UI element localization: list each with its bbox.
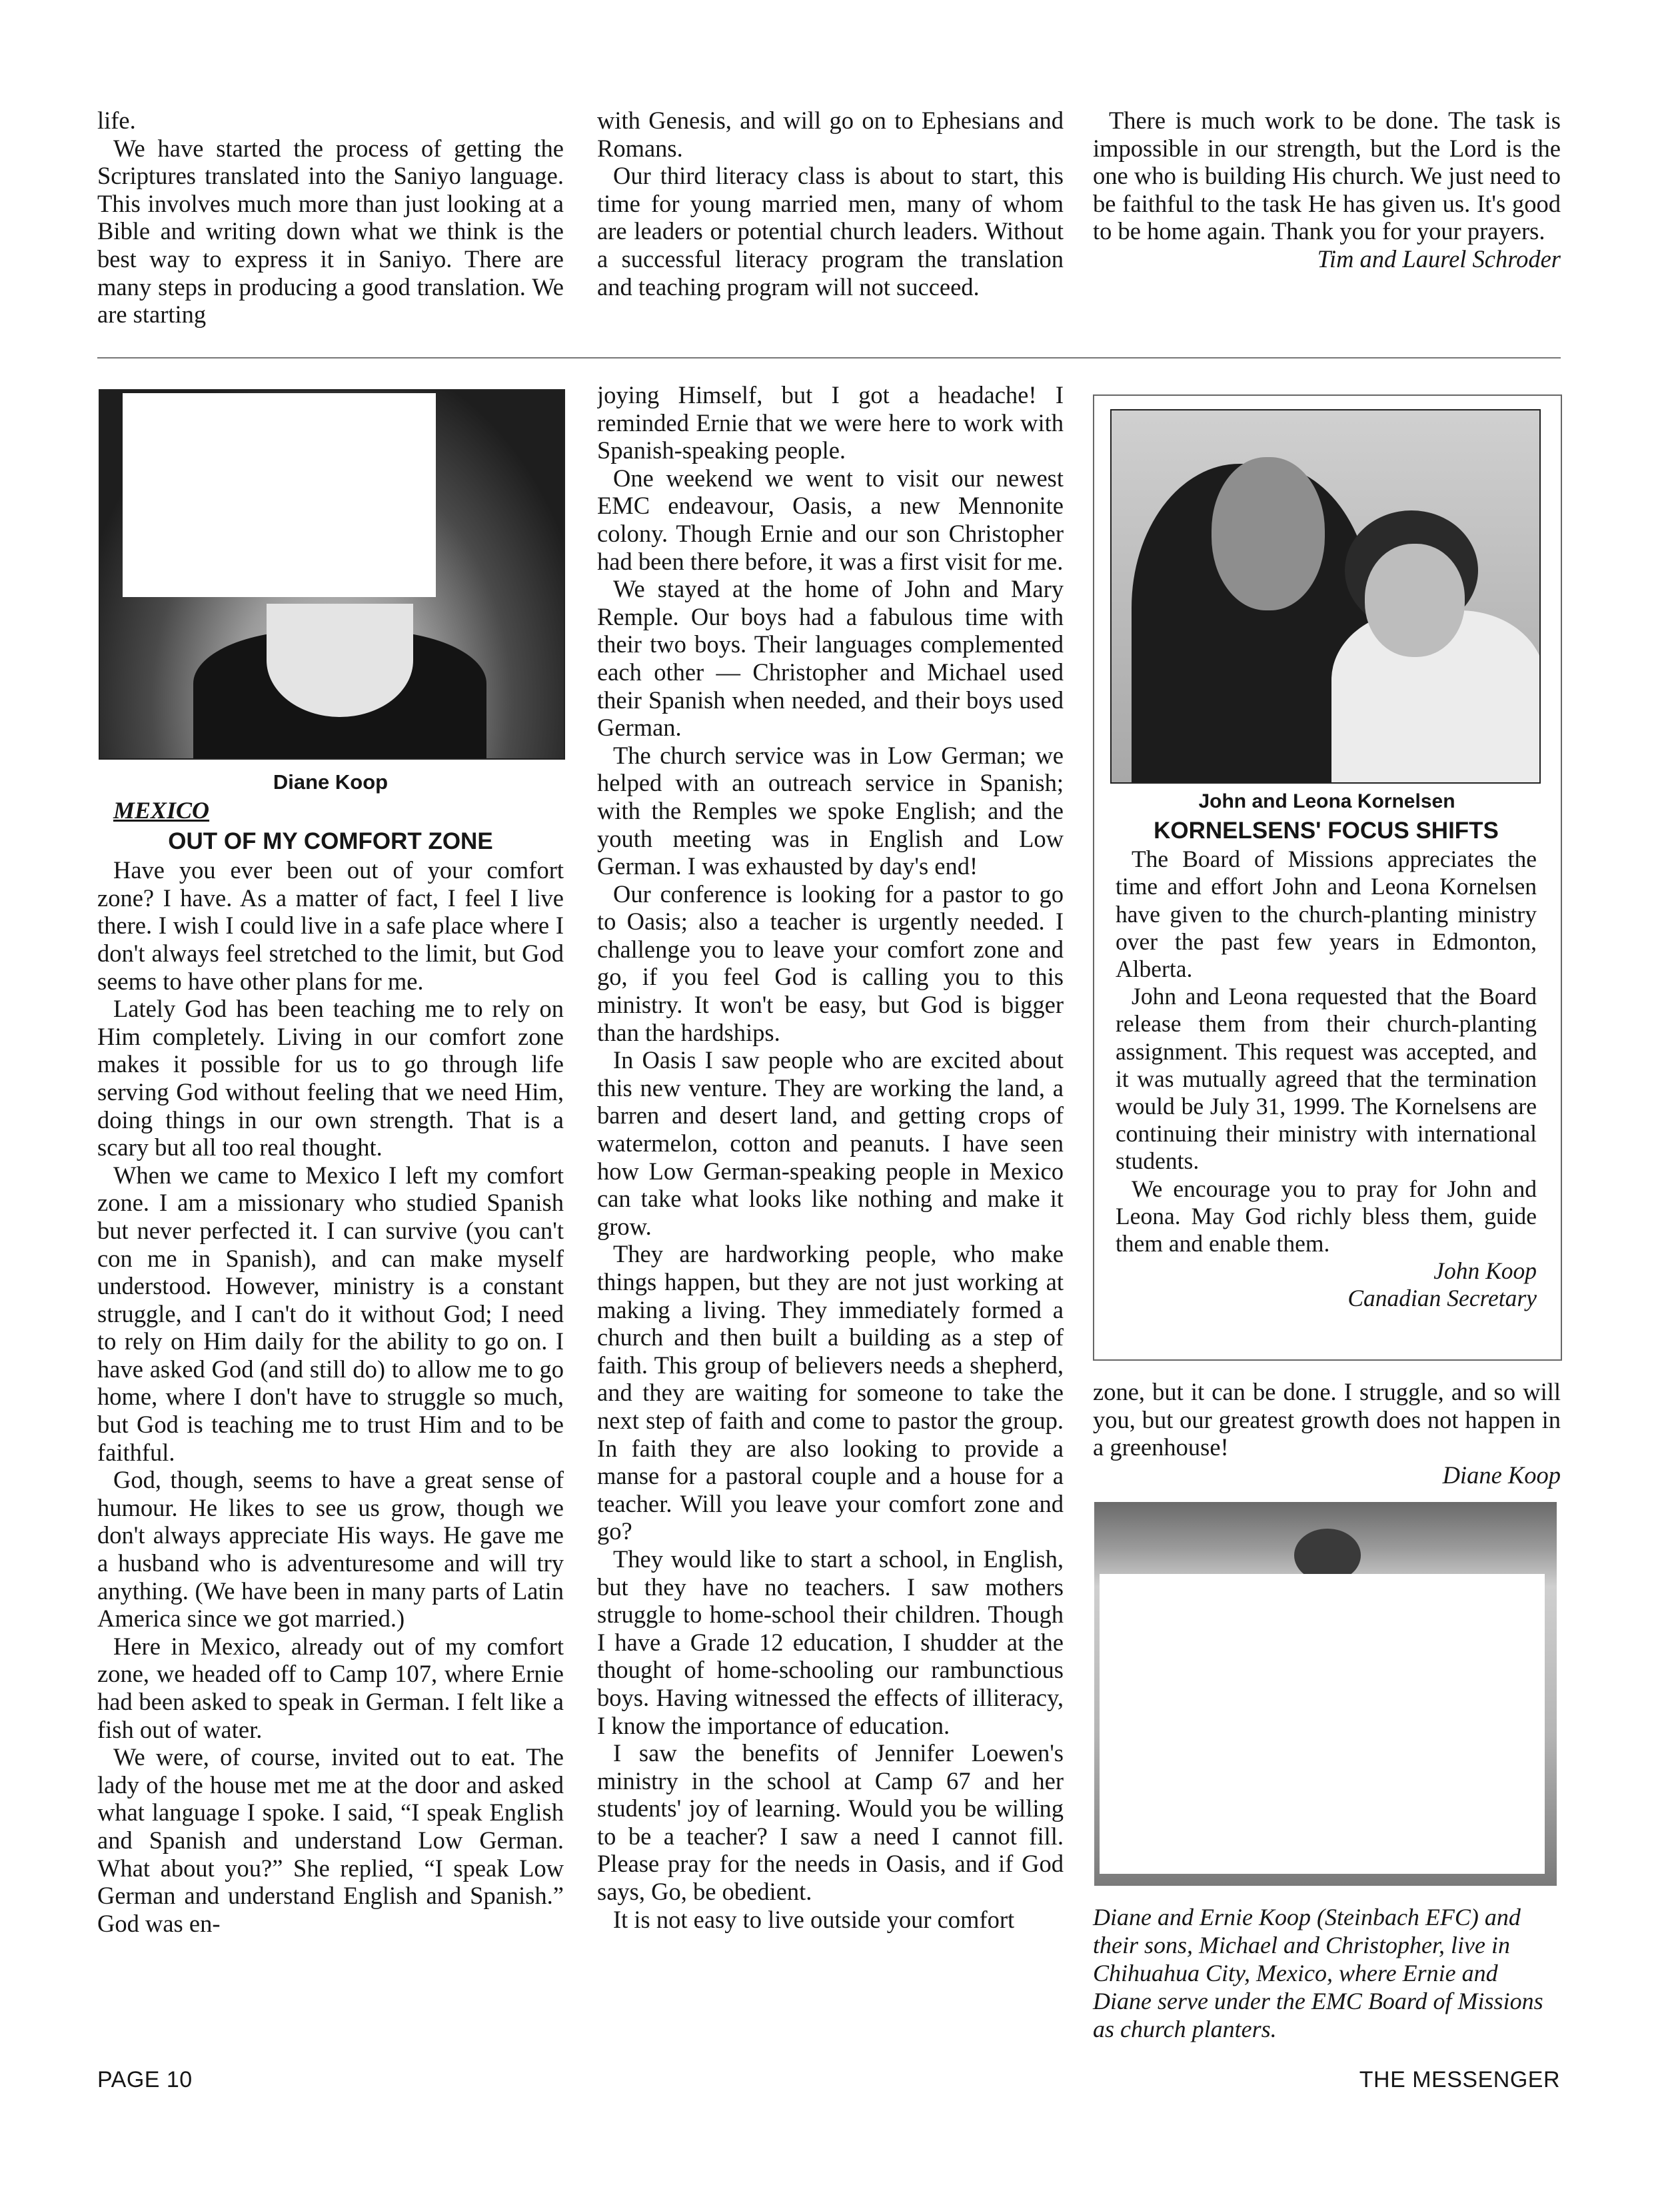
paragraph: There is much work to be done. The task is impossible in our strength, but the Lord is the one who is building His church. We just need to be faithful to the task He has given us. It's good to be home again. Thank you for your prayers.: [1093, 107, 1561, 245]
paragraph: The church service was in Low German; we helped with an outreach service in Spanish; with the Remples we spoke English; and the youth meeting was in English and Low German. I was exhausted by day's end!: [597, 741, 1064, 880]
article-column-2: [597, 381, 1064, 2055]
paragraph: One weekend we went to visit our newest EMC endeavour, Oasis, a new Mennonite colony. Though Ernie and our son Christopher had been there before, it was a first visit for me.: [597, 464, 1064, 575]
sidebar-text: [1116, 817, 1537, 1350]
article-column-3: [1093, 1378, 1561, 1498]
photo-caption: Diane and Ernie Koop (Steinbach EFC) and their sons, Michael and Christopher, live in Chihuahua City, Mexico, where Ernie and Diane serve under the EMC Board of Missions as church planters.: [1093, 1904, 1543, 2042]
page-number: PAGE 10: [97, 2067, 193, 2092]
photo-subject-man-face: [1212, 457, 1325, 610]
redaction-box: [1100, 1574, 1545, 1874]
paragraph: joying Himself, but I got a headache! I reminded Ernie that we were here to work with Spanish-speaking people.: [597, 381, 1064, 464]
photo-subject-face: [267, 604, 413, 717]
article-column-1: [97, 797, 564, 2055]
paragraph: zone, but it can be done. I struggle, and so will you, but our greatest growth does not happen in a greenhouse!: [1093, 1378, 1561, 1461]
paragraph: Our third literacy class is about to start, this time for young married men, many of whom are leaders or potential church leaders. Without a successful literacy program the translation and teaching program will not succeed.: [597, 162, 1064, 301]
paragraph: The Board of Missions appreciates the time and effort John and Leona Kornelsen have given to the church-planting ministry over the past few years in Edmonton, Alberta.: [1116, 846, 1537, 983]
publication-name: THE MESSENGER: [1359, 2067, 1560, 2092]
paragraph: It is not easy to live outside your comfort: [613, 1905, 1015, 1933]
paragraph: God, though, seems to have a great sense of humour. He likes to see us grow, though we don't always appreciate His ways. He gave me a husband who is adventuresome and will try anything. (We have been in many parts of Latin America since we got married.): [97, 1466, 564, 1633]
top-column-1: [97, 107, 564, 333]
paragraph: Our conference is looking for a pastor to go to Oasis; also a teacher is urgently needed. I challenge you to leave your comfort zone and go, if you feel God is calling you to this ministry. It won't be easy, but God is bigger than the hardships.: [597, 880, 1064, 1046]
paragraph: When we came to Mexico I left my comfort zone. I am a missionary who studied Spanish but never perfected it. I can survive (you can't con me in Spanish), and can make myself understood. However, ministry is a constant struggle, and I can't do it without God; I need to rely on Him daily for the ability to go on. I have asked God (and still do) to allow me to go home, where I don't have to struggle so much, but God is teaching me to trust Him and to be faithful.: [97, 1161, 564, 1466]
paragraph: Lately God has been teaching me to rely on Him completely. Living in our comfort zone makes it possible for us to go through life serving God without feeling that we need Him, doing things in our own strength. That is a scary but all too real thought.: [97, 995, 564, 1161]
paragraph: with Genesis, and will go on to Ephesians and Romans.: [597, 107, 1064, 162]
diane-koop-photo: [99, 389, 565, 760]
photo-caption: Diane Koop: [273, 770, 389, 794]
paragraph: In Oasis I saw people who are excited about this new venture. They are working the land, a barren and desert land, and getting crops of watermelon, cotton and peanuts. I have seen how Low German-speaking people in Mexico can take what looks like nothing and make it grow.: [597, 1046, 1064, 1240]
signature-name: John Koop: [1433, 1257, 1537, 1285]
kornelsen-photo: [1110, 409, 1541, 784]
redaction-box: [123, 393, 436, 597]
sidebar-title: KORNELSENS' FOCUS SHIFTS: [1154, 818, 1499, 844]
paragraph: We have started the process of getting the Scriptures translated into the Saniyo language. This involves much more than just looking at a Bible and writing down what we think is the best way to express it in Saniyo. There are many steps in producing a good translation. We are starting: [97, 134, 564, 329]
photo-caption: John and Leona Kornelsen: [1198, 790, 1455, 812]
signature: Tim and Laurel Schroder: [1317, 245, 1561, 273]
photo-subject-woman-face: [1365, 544, 1465, 657]
paragraph: I saw the benefits of Jennifer Loewen's ministry in the school at Camp 67 and her students' joy of learning. Would you be willing to be a teacher? I saw a need I cannot fill. Please pray for the needs in Oasis, and if God says, Go, be obedient.: [597, 1739, 1064, 1906]
section-divider: [97, 357, 1561, 359]
paragraph: We were, of course, invited out to eat. The lady of the house met me at the door and asked what language I spoke. I said, “I speak English and Spanish and understand Low German. What about you?” She replied, “I speak Low German and understand English and Spanish.” God was en-: [97, 1743, 564, 1937]
paragraph: We stayed at the home of John and Mary Remple. Our boys had a fabulous time with their two boys. Their languages complemented each other — Christopher and Michael used their Spanish when needed, and their boys used German.: [597, 575, 1064, 742]
signature-title: Canadian Secretary: [1347, 1285, 1537, 1312]
top-column-3: [1093, 107, 1561, 320]
koop-family-photo: [1094, 1502, 1557, 1886]
paragraph: They would like to start a school, in English, but they have no teachers. I saw mothers struggle to home-school their children. Though I have a Grade 12 education, I shudder at the thought of home-schooling our rambunctious boys. Having witnessed the effects of illiteracy, I know the importance of education.: [597, 1545, 1064, 1739]
article-title: OUT OF MY COMFORT ZONE: [168, 828, 493, 854]
paragraph: Have you ever been out of your comfort zone? I have. As a matter of fact, I feel I live there. I wish I could live in a safe place where I don't always feel stretched to the limit, but God seems to have other plans for me.: [97, 856, 564, 995]
paragraph: John and Leona requested that the Board release them from their church-planting assignment. This request was accepted, and it was mutually agreed that the termination would be July 31, 1999. The Kornelsens are continuing their ministry with international students.: [1116, 983, 1537, 1175]
top-column-2: [597, 107, 1064, 333]
paragraph: Here in Mexico, already out of my comfort zone, we headed off to Camp 107, where Ernie had been asked to speak in German. I felt like a fish out of water.: [97, 1632, 564, 1743]
region-heading: MEXICO: [113, 797, 210, 824]
paragraph: We encourage you to pray for John and Leona. May God richly bless them, guide them and enable them.: [1116, 1175, 1537, 1257]
paragraph: life.: [97, 107, 136, 134]
paragraph: They are hardworking people, who make things happen, but they are not just working at making a living. They immediately formed a church and then built a building as a step of faith. This group of believers needs a shepherd, and they are waiting for someone to take the next step of faith and come to pastor the group. In faith they are also looking to provide a manse for a pastoral couple and a house for a teacher. Will you leave your comfort zone and go?: [597, 1240, 1064, 1545]
signature: Diane Koop: [1442, 1461, 1561, 1489]
